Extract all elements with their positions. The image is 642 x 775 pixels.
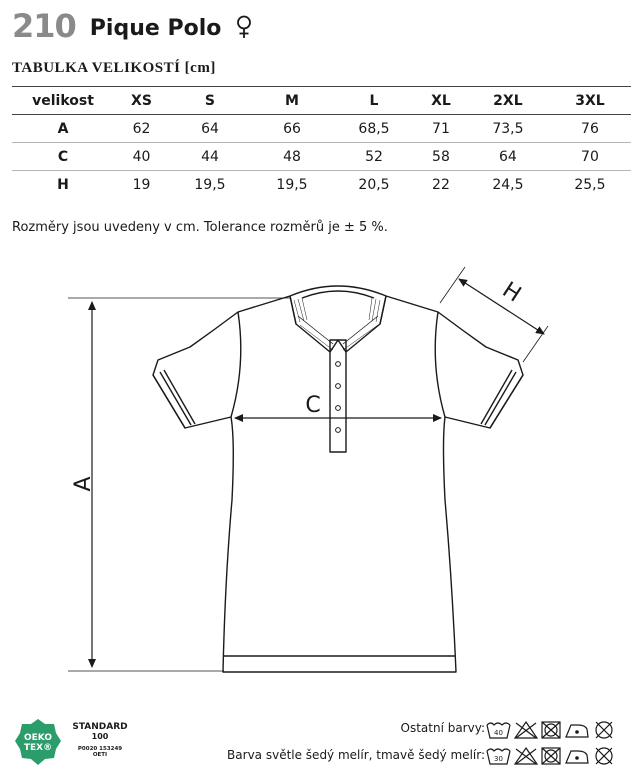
header-cell: XL — [415, 87, 467, 115]
care-icons-row-2 — [486, 745, 618, 767]
no-dry-clean-icon — [596, 748, 612, 764]
table-cell: 76 — [549, 115, 631, 143]
table-cell: 66 — [251, 115, 333, 143]
care-icons-row-1 — [486, 719, 618, 741]
measure-a — [68, 298, 290, 671]
header-cell: M — [251, 87, 333, 115]
cert-code: P0020 153249 — [77, 745, 123, 752]
oeko-logo-bottom: TEX® — [23, 743, 53, 753]
tolerance-note: Rozměry jsou uvedeny v cm. Tolerance rozměrů je ± 5 %. — [12, 220, 388, 235]
table-cell: 58 — [415, 143, 467, 171]
header-cell: velikost — [12, 87, 114, 115]
table-cell: 19,5 — [276, 176, 308, 193]
no-tumble-dry-icon — [542, 748, 560, 764]
iron-low-icon — [566, 751, 588, 763]
oeko-standard-text — [70, 723, 130, 758]
cert-institute: OETI — [92, 751, 108, 758]
row-label: H — [57, 176, 69, 193]
size-table-title: TABULKA VELIKOSTÍ [cm] — [12, 60, 216, 76]
shirt-outline — [153, 286, 523, 672]
no-dry-clean-icon — [596, 722, 612, 738]
table-cell: 19,5 — [194, 176, 226, 193]
wash-40-icon — [487, 723, 510, 738]
care-label-gray-melange: Barva světle šedý melír, tmavě šedý melír: — [227, 748, 485, 762]
table-cell: 40 — [114, 143, 169, 171]
table-cell: 64 — [169, 115, 251, 143]
table-cell: 44 — [169, 143, 251, 171]
svg-text:40: 40 — [494, 729, 503, 737]
table-cell: 25,5 — [574, 176, 606, 193]
header-cell: 3XL — [549, 87, 631, 115]
table-cell: 48 — [251, 143, 333, 171]
header-cell: S — [169, 87, 251, 115]
table-cell: 24,5 — [492, 176, 524, 193]
row-label: C — [12, 143, 114, 171]
table-cell: 68,5 — [333, 115, 415, 143]
care-label-other-colors: Ostatní barvy: — [400, 721, 485, 735]
standard-number: 100 — [91, 731, 109, 741]
oeko-logo-top: OEKO — [23, 733, 53, 743]
svg-text:30: 30 — [494, 755, 503, 763]
header-cell: 2XL — [467, 87, 549, 115]
table-cell: 71 — [415, 115, 467, 143]
measure-h — [440, 267, 548, 362]
table-cell: 20,5 — [358, 176, 390, 193]
header-cell: L — [333, 87, 415, 115]
wash-30-icon — [487, 749, 510, 764]
product-name: Pique Polo — [89, 15, 222, 41]
product-code: 210 — [12, 7, 76, 45]
no-tumble-dry-icon — [542, 722, 560, 738]
header-cell: XS — [114, 87, 169, 115]
table-cell: 19 — [132, 176, 151, 193]
iron-low-icon — [566, 725, 588, 737]
table-cell: 64 — [467, 143, 549, 171]
table-cell: 52 — [333, 143, 415, 171]
table-cell: 62 — [114, 115, 169, 143]
placket-buttons — [336, 362, 341, 433]
table-cell: 70 — [549, 143, 631, 171]
standard-label: STANDARD — [72, 722, 128, 732]
table-cell: 22 — [432, 176, 450, 193]
no-bleach-icon — [515, 748, 537, 764]
oeko-tex-logo — [14, 718, 62, 766]
label-a: A — [71, 476, 96, 492]
row-label: A — [12, 115, 114, 143]
label-c: C — [305, 393, 321, 418]
table-cell: 73,5 — [467, 115, 549, 143]
label-h: H — [497, 277, 526, 308]
no-bleach-icon — [515, 722, 537, 738]
